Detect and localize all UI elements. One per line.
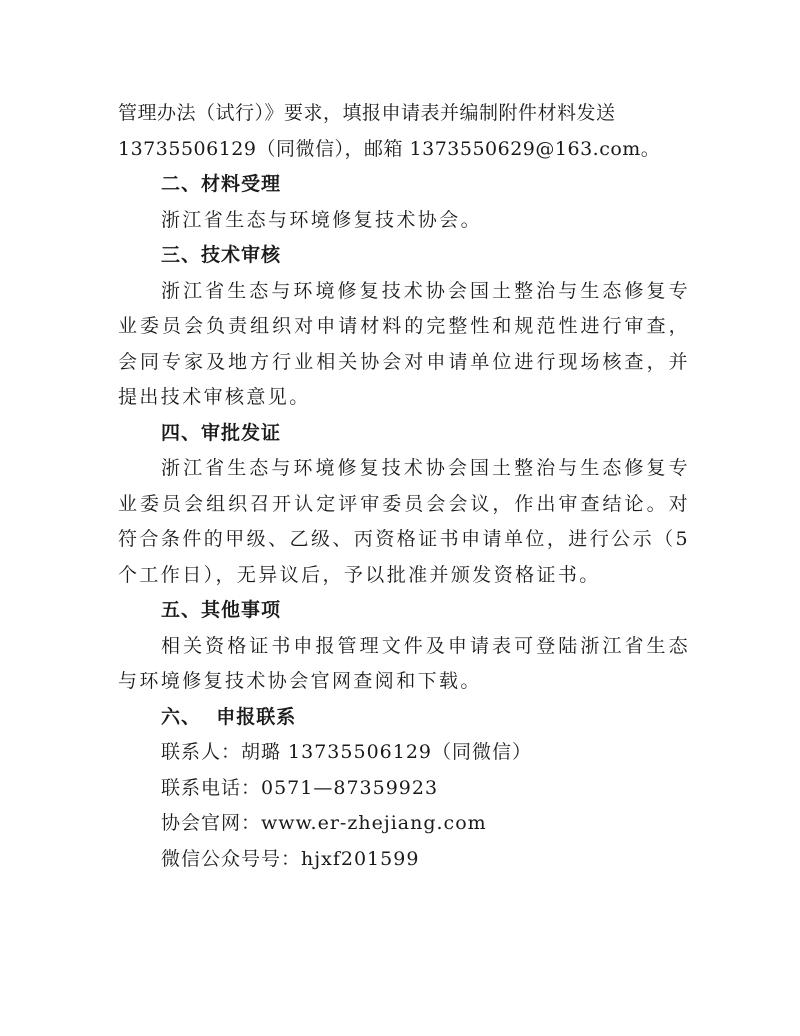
section-body-review: 浙江省生态与环境修复技术协会国土整治与生态修复专业委员会负责组织对申请材料的完整性和规范性进行审查，会同专家及地方行业相关协会对申请单位进行现场核查，并提出技术审核意见。 [118, 279, 690, 408]
section-heading-contact: 六、 申报联系 [161, 705, 297, 728]
contact-phone: 联系电话：0571—87359923 [161, 776, 439, 799]
section-heading-approval: 四、审批发证 [161, 421, 282, 444]
section-heading-review: 三、技术审核 [161, 244, 282, 266]
contact-website: 协会官网：www.er-zhejiang.com [161, 812, 487, 834]
section-body-approval: 浙江省生态与环境修复技术协会国土整治与生态修复专业委员会组织召开认定评审委员会会议，作出审查结论。对符合条件的甲级、乙级、丙资格证书申请单位，进行公示（5个工作日），无异议后，予以批准并颁发资格证书。 [118, 457, 690, 586]
contact-person: 联系人：胡璐 13735506129（同微信） [161, 741, 533, 763]
intro-line-1: 管理办法（试行）》要求，填报申请表并编制附件材料发送 [118, 102, 616, 124]
section-body-materials: 浙江省生态与环境修复技术协会。 [161, 208, 483, 231]
document-body [118, 96, 690, 877]
intro-line-2: 13735506129（同微信），邮箱 1373550629@163.com。 [118, 137, 661, 160]
contact-wechat: 微信公众号号：hjxf201599 [161, 847, 420, 870]
section-heading-materials: 二、材料受理 [161, 173, 282, 195]
section-heading-other: 五、其他事项 [161, 599, 282, 621]
section-body-other: 相关资格证书申报管理文件及申请表可登陆浙江省生态与环境修复技术协会官网查阅和下载。 [118, 634, 690, 692]
